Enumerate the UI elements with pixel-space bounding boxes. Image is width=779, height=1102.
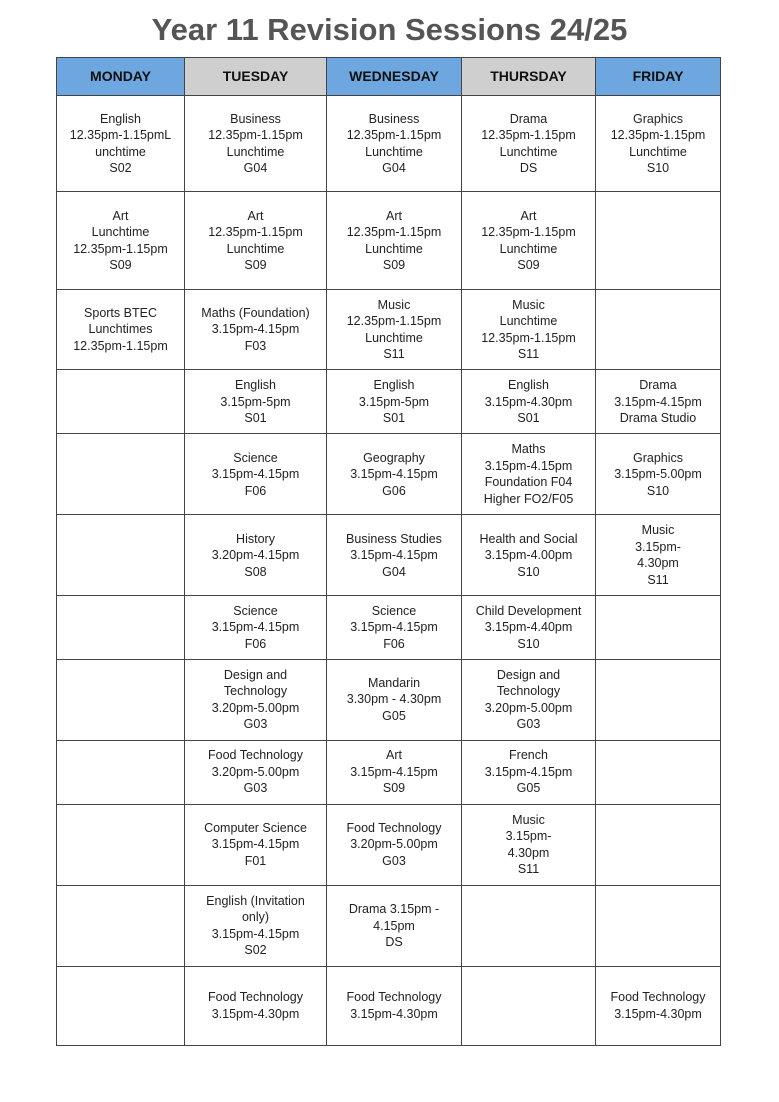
session-text: Design and: [496, 667, 561, 682]
session-cell-thursday: [462, 434, 596, 515]
session-text: S08: [244, 564, 267, 579]
session-cell-friday: [596, 96, 721, 192]
session-text: 3.30pm - 4.30pm: [346, 692, 442, 707]
session-cell-tuesday: [185, 290, 327, 370]
table-row: [57, 434, 721, 515]
session-text: Lunchtime: [91, 225, 150, 240]
session-text: Higher FO2/F05: [483, 491, 574, 506]
session-text: Art: [386, 748, 402, 763]
session-text: Music: [512, 812, 545, 827]
session-text: Science: [233, 450, 278, 465]
session-text: G05: [516, 781, 541, 796]
session-text: S10: [646, 161, 670, 176]
session-cell-friday: [596, 370, 721, 434]
session-cell-wednesday: [327, 885, 462, 966]
session-text: Lunchtime: [226, 241, 285, 256]
session-text: 3.15pm-4.30pm: [614, 1006, 702, 1021]
session-cell-tuesday: [185, 966, 327, 1045]
session-text: only): [241, 910, 270, 925]
session-text: Music: [641, 523, 675, 538]
session-cell-friday: [596, 659, 721, 740]
session-text: F06: [244, 636, 267, 651]
session-text: Food Technology: [208, 748, 303, 763]
session-text: F01: [244, 853, 267, 868]
session-cell-wednesday: [327, 434, 462, 515]
session-cell-thursday: [462, 370, 596, 434]
session-text: 3.15pm-4.00pm: [484, 548, 573, 563]
table-row: [57, 596, 721, 659]
table-row: [57, 659, 721, 740]
session-text: G03: [516, 717, 541, 732]
session-text: 3.15pm-: [505, 829, 552, 844]
page-title: Year 11 Revision Sessions 24/25: [151, 12, 628, 47]
session-text: S01: [382, 411, 406, 426]
session-cell-wednesday: [327, 192, 462, 290]
session-text: Art: [386, 208, 402, 223]
session-text: Lunchtime: [629, 144, 687, 159]
session-cell-thursday: [462, 515, 596, 596]
session-text: 3.15pm-4.15pm: [484, 764, 573, 779]
session-text: Foundation F04: [484, 475, 573, 490]
session-text: S11: [517, 347, 540, 362]
session-cell-thursday: [462, 290, 596, 370]
session-text: Food Technology: [610, 990, 706, 1005]
session-cell-tuesday: [185, 434, 327, 515]
session-text: S09: [382, 258, 406, 273]
session-text: S01: [244, 411, 267, 426]
session-cell-monday: [57, 370, 185, 434]
table-row: [57, 966, 721, 1045]
session-text: 3.15pm-4.15pm: [484, 458, 573, 473]
session-cell-thursday: [462, 885, 596, 966]
session-cell-wednesday: [327, 290, 462, 370]
session-text: Science: [233, 603, 278, 618]
session-cell-monday: [57, 804, 185, 885]
session-text: Maths: [511, 442, 546, 457]
session-text: Lunchtime: [499, 241, 558, 256]
session-text: 3.15pm-4.15pm: [350, 467, 438, 482]
session-cell-wednesday: [327, 740, 462, 804]
session-text: F06: [244, 483, 267, 498]
session-text: 3.15pm-4.15pm: [211, 467, 300, 482]
session-text: Business: [230, 111, 281, 126]
session-cell-monday: [57, 966, 185, 1045]
session-text: S11: [647, 572, 669, 587]
session-text: Computer Science: [204, 820, 307, 835]
session-text: Sports BTEC: [84, 305, 157, 320]
session-text: 12.35pm-1.15pm: [208, 128, 303, 143]
table-row: [57, 515, 721, 596]
session-cell-tuesday: [185, 192, 327, 290]
session-cell-wednesday: [327, 596, 462, 659]
session-text: English: [235, 378, 276, 393]
session-text: Drama: [639, 378, 677, 393]
session-cell-thursday: [462, 966, 596, 1045]
header-tuesday: TUESDAY: [185, 58, 327, 96]
session-text: Art: [520, 208, 537, 223]
session-text: S09: [382, 781, 406, 796]
session-text: S11: [383, 347, 405, 362]
session-cell-friday: [596, 290, 721, 370]
session-text: 12.35pm-1.15pm: [73, 338, 168, 353]
session-text: 3.15pm-4.30pm: [350, 1006, 438, 1021]
session-text: 3.15pm-5.00pm: [614, 467, 702, 482]
session-text: S10: [646, 483, 670, 498]
table-row: [57, 96, 721, 192]
session-text: 3.20pm-5.00pm: [211, 764, 300, 779]
session-cell-tuesday: [185, 740, 327, 804]
session-text: F06: [383, 636, 405, 651]
session-cell-wednesday: [327, 515, 462, 596]
session-cell-monday: [57, 740, 185, 804]
session-text: G05: [382, 708, 406, 723]
session-text: S02: [244, 943, 267, 958]
session-text: 12.35pm-1.15pm: [610, 128, 706, 143]
session-cell-tuesday: [185, 370, 327, 434]
session-text: Health and Social: [479, 531, 578, 546]
session-text: Lunchtime: [226, 144, 285, 159]
session-cell-wednesday: [327, 804, 462, 885]
session-text: Drama: [509, 111, 548, 126]
session-cell-friday: [596, 192, 721, 290]
session-cell-monday: [57, 596, 185, 659]
session-cell-friday: [596, 515, 721, 596]
session-text: G03: [382, 853, 406, 868]
session-text: unchtime: [95, 144, 146, 159]
session-text: S11: [517, 862, 540, 877]
session-text: Food Technology: [346, 990, 442, 1005]
session-text: 12.35pm-1.15pm: [208, 225, 303, 240]
session-cell-tuesday: [185, 596, 327, 659]
session-text: G06: [382, 483, 406, 498]
session-text: Art: [247, 208, 264, 223]
session-text: 12.35pm-1.15pm: [346, 225, 442, 240]
session-cell-tuesday: [185, 659, 327, 740]
session-text: 12.35pm-1.15pmL: [69, 128, 172, 143]
session-text: S09: [109, 258, 132, 273]
session-text: Business Studies: [346, 531, 442, 546]
session-text: Design and: [223, 667, 288, 682]
session-cell-monday: [57, 659, 185, 740]
session-text: G04: [243, 161, 268, 176]
session-text: Lunchtime: [499, 144, 558, 159]
session-text: 3.20pm-4.15pm: [211, 548, 300, 563]
session-cell-friday: [596, 966, 721, 1045]
session-text: Lunchtimes: [88, 322, 153, 337]
session-cell-friday: [596, 885, 721, 966]
session-text: Food Technology: [208, 990, 303, 1005]
session-text: 12.35pm-1.15pm: [346, 314, 442, 329]
session-cell-friday: [596, 804, 721, 885]
session-text: Mandarin: [367, 675, 421, 690]
session-text: Art: [112, 208, 129, 223]
session-text: S02: [109, 161, 132, 176]
session-text: 3.15pm-4.30pm: [484, 394, 573, 409]
table-row: [57, 804, 721, 885]
session-text: History: [236, 531, 275, 546]
session-text: G03: [243, 781, 268, 796]
session-text: 3.15pm-4.15pm: [211, 322, 300, 337]
session-cell-monday: [57, 885, 185, 966]
session-text: 4.15pm: [373, 918, 415, 933]
session-text: Lunchtime: [365, 330, 423, 345]
session-text: Drama 3.15pm -: [348, 902, 440, 917]
session-cell-friday: [596, 740, 721, 804]
session-text: DS: [385, 935, 403, 950]
session-text: English: [100, 111, 141, 126]
session-cell-tuesday: [185, 96, 327, 192]
session-text: 3.15pm-4.15pm: [211, 620, 300, 635]
session-text: F03: [244, 338, 267, 353]
timetable-body: [57, 96, 721, 1046]
session-text: 4.30pm: [507, 845, 550, 860]
session-cell-monday: [57, 434, 185, 515]
session-cell-thursday: [462, 804, 596, 885]
session-text: 3.15pm-4.15pm: [350, 764, 438, 779]
session-text: 3.20pm-5.00pm: [350, 837, 438, 852]
session-text: Science: [371, 603, 417, 618]
header-monday: MONDAY: [57, 58, 185, 96]
session-text: 12.35pm-1.15pm: [346, 128, 442, 143]
session-text: English (Invitation: [206, 893, 305, 908]
table-row: [57, 370, 721, 434]
session-text: English: [373, 378, 415, 393]
session-cell-tuesday: [185, 804, 327, 885]
session-cell-thursday: [462, 192, 596, 290]
session-text: Music: [512, 297, 545, 312]
session-cell-monday: [57, 290, 185, 370]
session-text: Music: [377, 297, 411, 312]
session-text: DS: [519, 161, 538, 176]
session-text: 3.15pm-4.15pm: [614, 394, 702, 409]
session-text: Graphics: [632, 111, 684, 126]
session-cell-monday: [57, 515, 185, 596]
session-text: 12.35pm-1.15pm: [73, 241, 168, 256]
session-text: 12.35pm-1.15pm: [481, 225, 576, 240]
session-cell-thursday: [462, 96, 596, 192]
session-cell-thursday: [462, 659, 596, 740]
session-text: Food Technology: [346, 820, 442, 835]
session-text: 3.15pm-4.15pm: [350, 620, 438, 635]
session-text: G04: [382, 564, 406, 579]
session-text: Maths (Foundation): [201, 305, 310, 320]
session-text: S10: [517, 564, 540, 579]
session-cell-thursday: [462, 596, 596, 659]
session-text: 3.20pm-5.00pm: [211, 700, 300, 715]
session-text: Technology: [223, 684, 288, 699]
table-row: [57, 885, 721, 966]
session-text: Lunchtime: [365, 241, 423, 256]
session-cell-wednesday: [327, 96, 462, 192]
session-text: 3.15pm-4.30pm: [211, 1006, 300, 1021]
session-text: Drama Studio: [619, 411, 697, 426]
session-text: 3.15pm-4.15pm: [211, 837, 300, 852]
session-text: Graphics: [632, 450, 684, 465]
session-text: Business: [368, 111, 420, 126]
session-cell-friday: [596, 596, 721, 659]
header-wednesday: WEDNESDAY: [327, 58, 462, 96]
table-row: [57, 740, 721, 804]
session-cell-wednesday: [327, 966, 462, 1045]
session-text: S10: [517, 636, 540, 651]
session-text: Child Development: [475, 603, 582, 618]
header-row: [57, 58, 721, 96]
table-row: [57, 290, 721, 370]
session-text: S01: [517, 411, 540, 426]
session-text: Technology: [496, 684, 561, 699]
session-text: Geography: [363, 450, 425, 465]
header-friday: FRIDAY: [596, 58, 721, 96]
session-cell-monday: [57, 96, 185, 192]
session-cell-monday: [57, 192, 185, 290]
session-cell-friday: [596, 434, 721, 515]
session-text: 4.30pm: [637, 556, 679, 571]
session-text: 3.15pm-5pm: [358, 394, 430, 409]
session-cell-thursday: [462, 740, 596, 804]
session-text: Lunchtime: [365, 144, 423, 159]
session-text: 3.15pm-5pm: [220, 394, 291, 409]
session-text: S09: [244, 258, 267, 273]
session-text: S09: [517, 258, 540, 273]
session-text: 12.35pm-1.15pm: [481, 128, 576, 143]
session-text: Lunchtime: [499, 314, 558, 329]
session-cell-wednesday: [327, 370, 462, 434]
header-thursday: THURSDAY: [462, 58, 596, 96]
session-text: 3.15pm-4.40pm: [484, 620, 573, 635]
session-text: G04: [382, 161, 406, 176]
session-cell-wednesday: [327, 659, 462, 740]
session-text: 3.15pm-4.15pm: [350, 548, 438, 563]
session-text: G03: [243, 717, 268, 732]
session-cell-tuesday: [185, 885, 327, 966]
session-text: English: [508, 378, 549, 393]
session-text: French: [509, 748, 548, 763]
session-cell-tuesday: [185, 515, 327, 596]
revision-timetable: [56, 57, 721, 1046]
session-text: 3.20pm-5.00pm: [484, 700, 573, 715]
session-text: 3.15pm-4.15pm: [211, 926, 300, 941]
session-text: 3.15pm-: [635, 539, 681, 554]
session-text: 12.35pm-1.15pm: [481, 330, 576, 345]
table-row: [57, 192, 721, 290]
